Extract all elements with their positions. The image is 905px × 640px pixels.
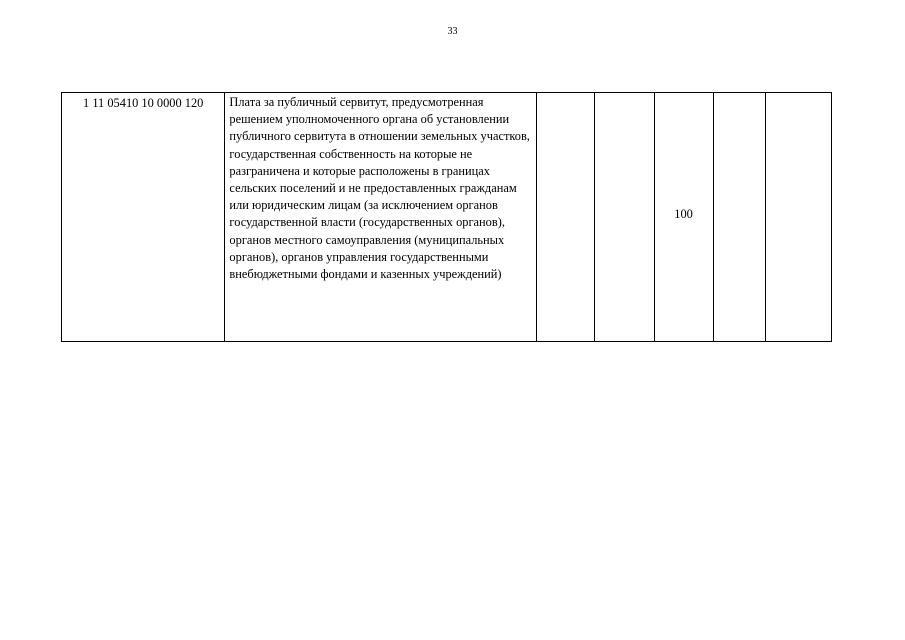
cell-col-c (654, 93, 713, 342)
cell-col-b (595, 93, 654, 342)
budget-classification-code: 1 11 05410 10 0000 120 (62, 93, 225, 342)
table-row (62, 93, 832, 342)
distribution-percent: 100 (674, 207, 693, 222)
revenue-description: Плата за публичный сервитут, предусмотренная решением уполномоченного органа об установлении публичного сервитута в отношении земельных участков, государственная собственность на которые не разграничена и которые расположены в границах сельских поселений и не предоставленных гражданам или юридическим лицам (за исключением органов государственной власти (государственных органов), органов местного самоуправления (муниципальных органов), органов управления государственными внебюджетными фондами и казенных учреждений) (225, 93, 537, 342)
cell-col-a (537, 93, 595, 342)
page-number: 33 (447, 26, 458, 37)
revenue-classification-table (61, 92, 832, 342)
cell-col-d (713, 93, 765, 342)
cell-col-e (765, 93, 831, 342)
